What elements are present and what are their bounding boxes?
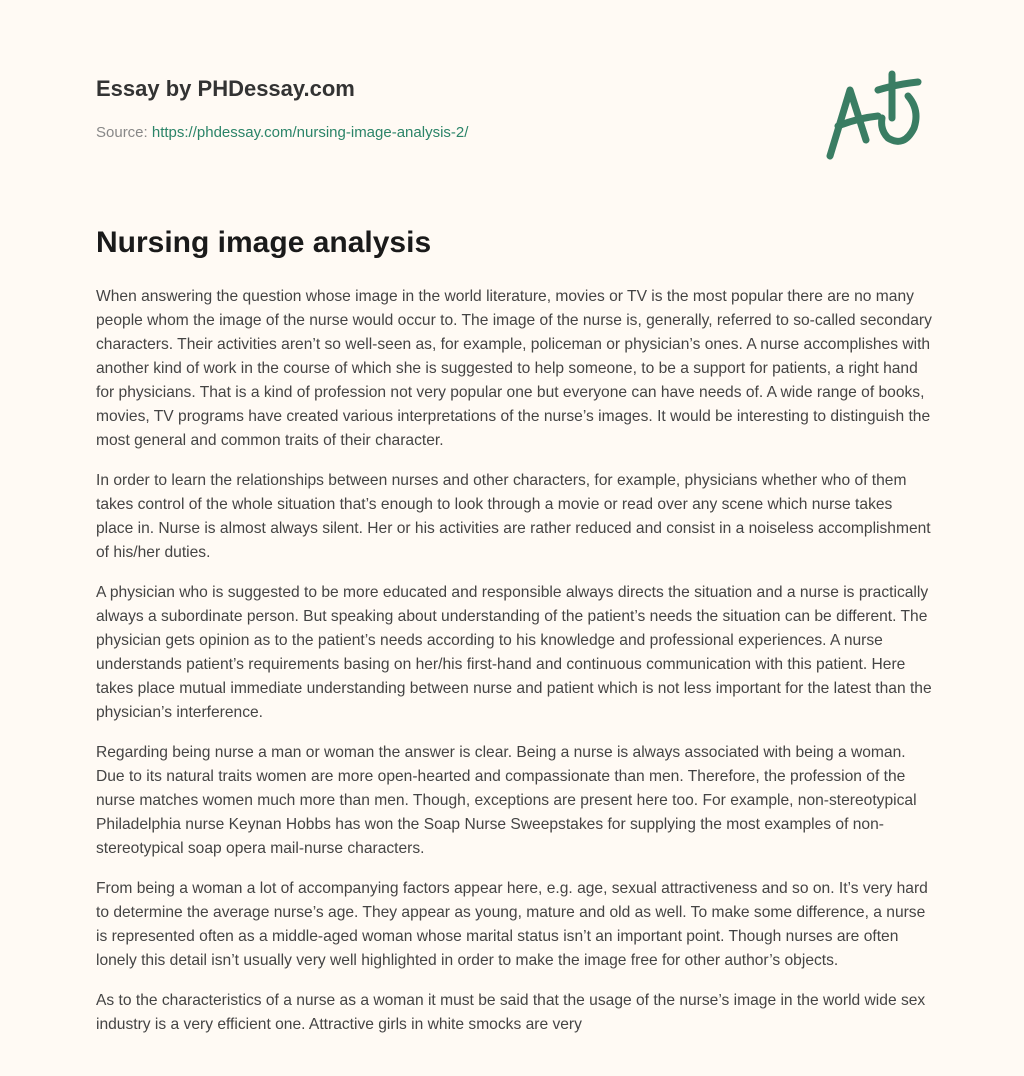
article-title: Nursing image analysis: [96, 226, 432, 259]
source-line: [96, 124, 468, 141]
article-body: [96, 285, 932, 1053]
paragraph: As to the characteristics of a nurse as a woman it must be said that the usage of the nurse’s image in the world wide sex industry is a very efficient one. Attractive girls in white smocks are very: [96, 992, 926, 1033]
paragraph: When answering the question whose image in the world literature, movies or TV is the most popular there are no many people whom the image of the nurse would occur to. The image of the nurse is, generally, referred to so-called secondary characters. Their activities aren’t so well-seen as, for example, policeman or physician’s ones. A nurse accomplishes with another kind of work in the course of which she is suggested to help someone, to be a support for patients, a right hand for physicians. That is a kind of profession not very popular one but everyone can have needs of. A wide range of books, movies, TV programs have created various interpretations of the nurse’s images. It would be interesting to distinguish the most general and common traits of their character.: [96, 288, 932, 449]
a-plus-logo-icon: [818, 68, 934, 168]
paragraph: A physician who is suggested to be more educated and responsible always directs the situation and a nurse is practically always a subordinate person. But speaking about understanding of the patient’s needs the situation can be different. The physician gets opinion as to the patient’s needs according to his knowledge and professional experiences. A nurse understands patient’s requirements basing on her/his first-hand and continuous communication with this patient. Here takes place mutual immediate understanding between nurse and patient which is not less important for the latest than the physician’s interference.: [96, 584, 932, 721]
paragraph: In order to learn the relationships between nurses and other characters, for example, physicians whether who of them takes control of the whole situation that’s enough to look through a movie or read over any scene which nurse takes place in. Nurse is almost always silent. Her or his activities are rather reduced and consist in a noiseless accomplishment of his/her duties.: [96, 472, 931, 561]
site-brand: Essay by PHDessay.com: [96, 76, 355, 101]
paragraph: Regarding being nurse a man or woman the answer is clear. Being a nurse is always associated with being a woman. Due to its natural traits women are more open-hearted and compassionate than men. Therefore, the profession of the nurse matches women much more than men. Though, exceptions are present here too. For example, non-stereotypical Philadelphia nurse Keynan Hobbs has won the Soap Nurse Sweepstakes for supplying the most examples of non-stereotypical soap opera mail-nurse characters.: [96, 744, 917, 857]
paragraph: From being a woman a lot of accompanying factors appear here, e.g. age, sexual attractiveness and so on. It’s very hard to determine the average nurse’s age. They appear as young, mature and old as well. To make some difference, a nurse is represented often as a middle-aged woman whose marital status isn’t an important point. Though nurses are often lonely this detail isn’t usually very well highlighted in order to make the image free for other author’s objects.: [96, 880, 928, 969]
source-label: Source:: [96, 124, 148, 141]
source-link[interactable]: https://phdessay.com/nursing-image-analysis-2/: [151, 124, 469, 141]
